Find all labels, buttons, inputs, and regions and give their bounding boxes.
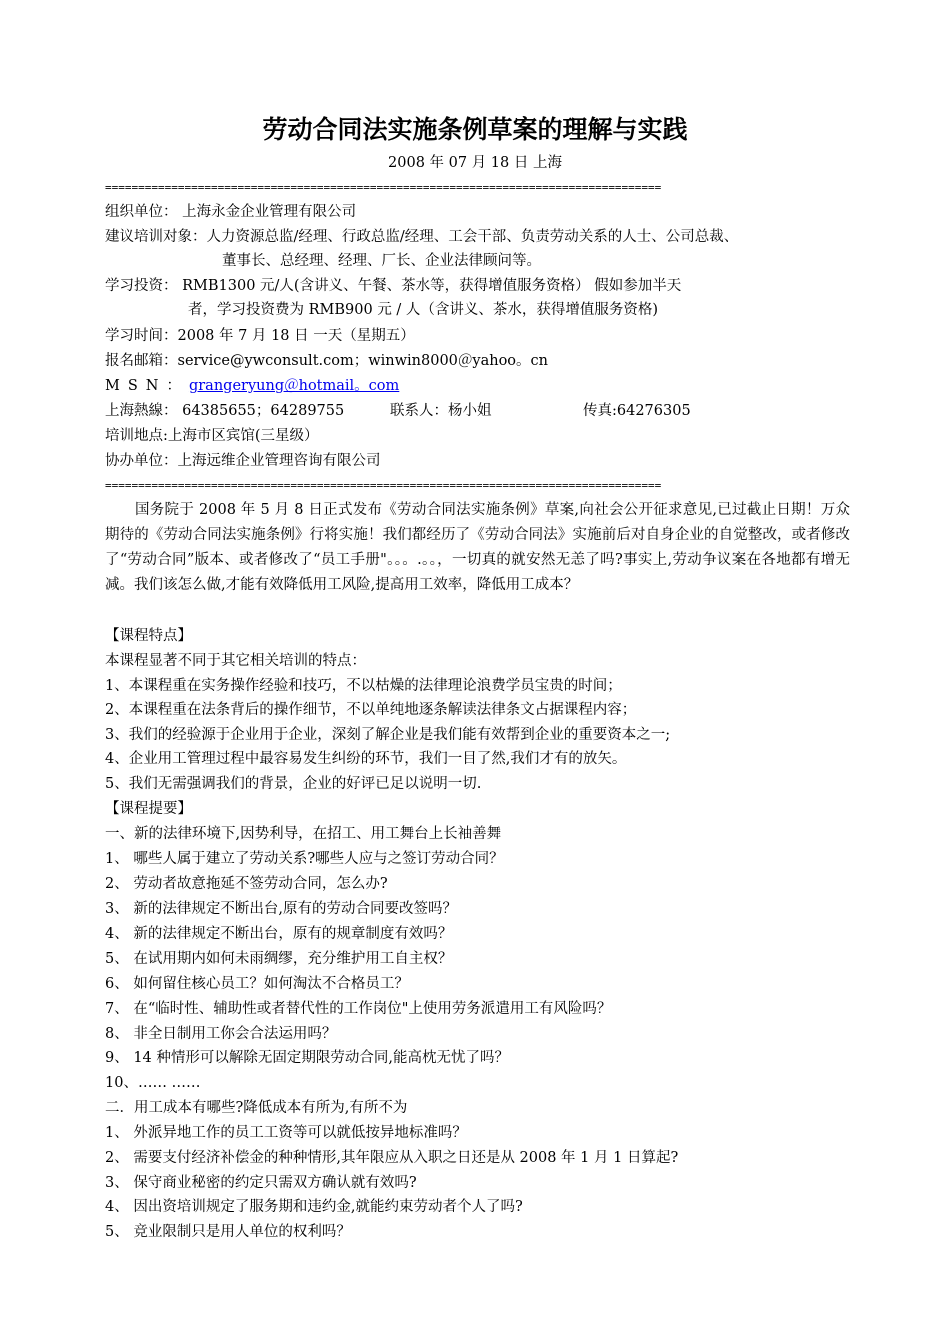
section-1-item: 2、 劳动者故意拖延不签劳动合同，怎么办? bbox=[105, 876, 388, 892]
section-1-item: 7、 在“临时性、辅助性或者替代性的工作岗位"上使用劳务派遣用工有风险吗？ bbox=[105, 1001, 612, 1017]
co-organizer: 协办单位：上海远维企业管理咨询有限公司 bbox=[105, 453, 381, 469]
registration-email: 报名邮箱：service@ywconsult.com；winwin8000＠yahoo。cn bbox=[105, 353, 548, 369]
features-heading: 【课程特点】 bbox=[105, 628, 192, 644]
msn-row bbox=[105, 376, 399, 396]
section-2-item: 1、 外派异地工作的员工工资等可以就低按异地标准吗？ bbox=[105, 1125, 467, 1141]
audience-line-1: 建议培训对象：人力资源总监/经理、行政总监/经理、工会干部、负责劳动关系的人士、公司总裁、 bbox=[105, 229, 739, 245]
venue: 培训地点:上海市区宾馆(三星级） bbox=[105, 428, 319, 444]
section-1-item: 9、 14 种情形可以解除无固定期限劳动合同,能高枕无忧了吗？ bbox=[105, 1050, 510, 1066]
section-2-item: 2、 需要支付经济补偿金的种种情形,其年限应从入职之日还是从 2008 年 1 月 1 日算起? bbox=[105, 1150, 679, 1166]
training-time: 学习时间：2008 年 7 月 18 日 一天（星期五） bbox=[105, 328, 415, 344]
msn-link[interactable]: grangeryung＠hotmail。com bbox=[188, 378, 400, 394]
section-1-item: 6、 如何留住核心员工？如何淘汰不合格员工？ bbox=[105, 976, 409, 992]
feature-item: 1、本课程重在实务操作经验和技巧，不以枯燥的法律理论浪费学员宝贵的时间； bbox=[105, 678, 622, 694]
section-1-item: 8、 非全日制用工你会合法运用吗？ bbox=[105, 1026, 337, 1042]
organizer: 组织单位： 上海永金企业管理有限公司 bbox=[105, 204, 357, 220]
features-intro: 本课程显著不同于其它相关培训的特点： bbox=[105, 653, 366, 669]
fee-line-1: 学习投资： RMB1300 元/人(含讲义、午餐、茶水等，获得增值服务资格） 假如参加半天 bbox=[105, 278, 682, 294]
section-1-item: 4、 新的法律规定不断出台，原有的规章制度有效吗？ bbox=[105, 926, 453, 942]
section-1-item: 5、 在试用期内如何未雨绸缪，充分维护用工自主权？ bbox=[105, 951, 453, 967]
audience-line-2: 董事长、总经理、经理、厂长、企业法律顾问等。 bbox=[222, 253, 541, 269]
section-2-item: 4、 因出资培训规定了服务期和违约金,就能约束劳动者个人了吗? bbox=[105, 1199, 523, 1215]
fax-number: 传真:64276305 bbox=[583, 403, 691, 419]
fee-line-2: 者，学习投资费为 RMB900 元 / 人（含讲义、茶水，获得增值服务资格) bbox=[188, 302, 659, 318]
hotline: 上海熱線： 64385655；64289755 bbox=[105, 403, 345, 419]
date-location: 2008 年 07 月 18 日 上海 bbox=[388, 155, 562, 171]
section-1-item: 3、 新的法律规定不断出台,原有的劳动合同要改签吗？ bbox=[105, 901, 457, 917]
outline-heading: 【课程提要】 bbox=[105, 801, 192, 817]
section-2-item: 3、 保守商业秘密的约定只需双方确认就有效吗? bbox=[105, 1175, 417, 1191]
msn-label: MSN： bbox=[105, 378, 189, 394]
feature-item: 2、本课程重在法条背后的操作细节，不以单纯地逐条解读法律条文占据课程内容； bbox=[105, 702, 637, 718]
section-1-item: 1、 哪些人属于建立了劳动关系?哪些人应与之签订劳动合同？ bbox=[105, 851, 504, 867]
intro-paragraph: 国务院于 2008 年 5 月 8 日正式发布《劳动合同法实施条例》草案,向社会公开征求意见,已过截止日期！万众期待的《劳动合同法实施条例》行将实施！我们都经历了《劳动合同法》实施前后对自身企业的自觉整改，或者修改了“劳动合同”版本、或者修改了“员工手册"。。。.。。，一切真的就安然无恙了吗?事实上,劳动争议案在各地都有增无减。我们该怎么做,才能有效降低用工风险,提高用工效率，降低用工成本？ bbox=[105, 502, 850, 593]
section-1-item: 10、…… …… bbox=[105, 1075, 201, 1091]
document-title: 劳动合同法实施条例草案的理解与实践 bbox=[262, 115, 688, 144]
section-1-title: 一、新的法律环境下,因势利导，在招工、用工舞台上长袖善舞 bbox=[105, 826, 502, 842]
feature-item: 5、我们无需强调我们的背景，企业的好评已足以说明一切. bbox=[105, 776, 482, 792]
section-2-item: 5、 竞业限制只是用人单位的权利吗？ bbox=[105, 1224, 351, 1240]
separator-bottom: ==================================================================================== bbox=[105, 479, 662, 492]
contact-person: 联系人：杨小姐 bbox=[390, 403, 492, 419]
section-2-title: 二．用工成本有哪些?降低成本有所为,有所不为 bbox=[105, 1100, 408, 1116]
feature-item: 4、企业用工管理过程中最容易发生纠纷的环节，我们一目了然,我们才有的放矢。 bbox=[105, 751, 627, 767]
feature-item: 3、我们的经验源于企业用于企业，深刻了解企业是我们能有效帮到企业的重要资本之一; bbox=[105, 727, 671, 743]
separator-top: ==================================================================================== bbox=[105, 181, 662, 194]
